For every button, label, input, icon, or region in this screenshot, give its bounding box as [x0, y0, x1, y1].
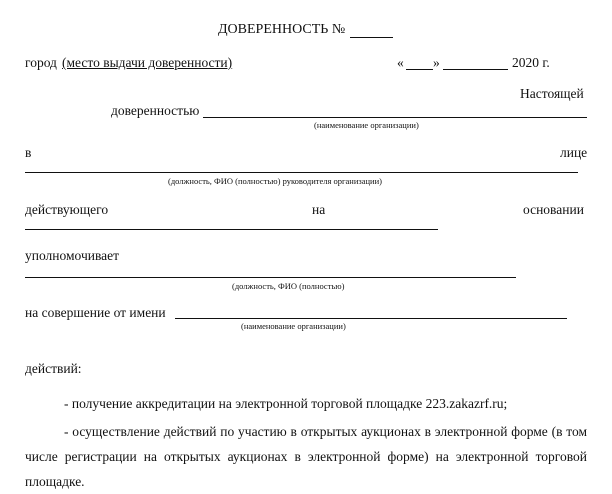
person-field — [25, 277, 516, 278]
city-label: город — [25, 55, 57, 70]
caption-head: (должность, ФИО (полностью) руководителя организации) — [168, 176, 382, 186]
date-open-quote: « — [397, 55, 404, 70]
city-placeholder: (место выдачи доверенности) — [62, 55, 233, 70]
item-participation: - осуществление действий по участию в открытых аукционах в электронной форме (в том числе регистрации на открытых аукционах в электронной форме) на электронной торговой площадке. — [25, 424, 587, 489]
basis-field — [25, 229, 438, 230]
na-sovershenie-text: на совершение от имени — [25, 305, 166, 320]
head-field — [25, 172, 578, 173]
date-month-field — [443, 69, 508, 70]
on-behalf-org-field — [175, 318, 567, 319]
deystviy-text: действий: — [25, 361, 82, 376]
date-close-quote: » — [433, 55, 440, 70]
document-title: ДОВЕРЕННОСТЬ № — [218, 22, 346, 37]
date-day-field — [406, 69, 433, 70]
nastoyashchey-text: Настоящей — [520, 86, 584, 101]
doc-number-field — [350, 37, 393, 38]
deystvuyushchego-text: действующего — [25, 202, 109, 217]
item-accreditation: - получение аккредитации на электронной торговой площадке 223.zakazrf.ru; — [64, 396, 508, 411]
osnovanii-text: основании — [523, 202, 584, 217]
doverennostyu-text: доверенностью — [111, 103, 200, 118]
organization-field — [203, 117, 587, 118]
litse-text: лице — [560, 145, 588, 160]
caption-organization: (наименование организации) — [314, 120, 419, 130]
na-text: на — [312, 202, 326, 217]
upolnomochivaet-text: уполномочивает — [25, 248, 120, 263]
v-text: в — [25, 145, 32, 160]
year-text: 2020 г. — [512, 55, 550, 70]
caption-organization-2: (наименование организации) — [241, 321, 346, 331]
caption-person: (должность, ФИО (полностью) — [232, 281, 345, 291]
